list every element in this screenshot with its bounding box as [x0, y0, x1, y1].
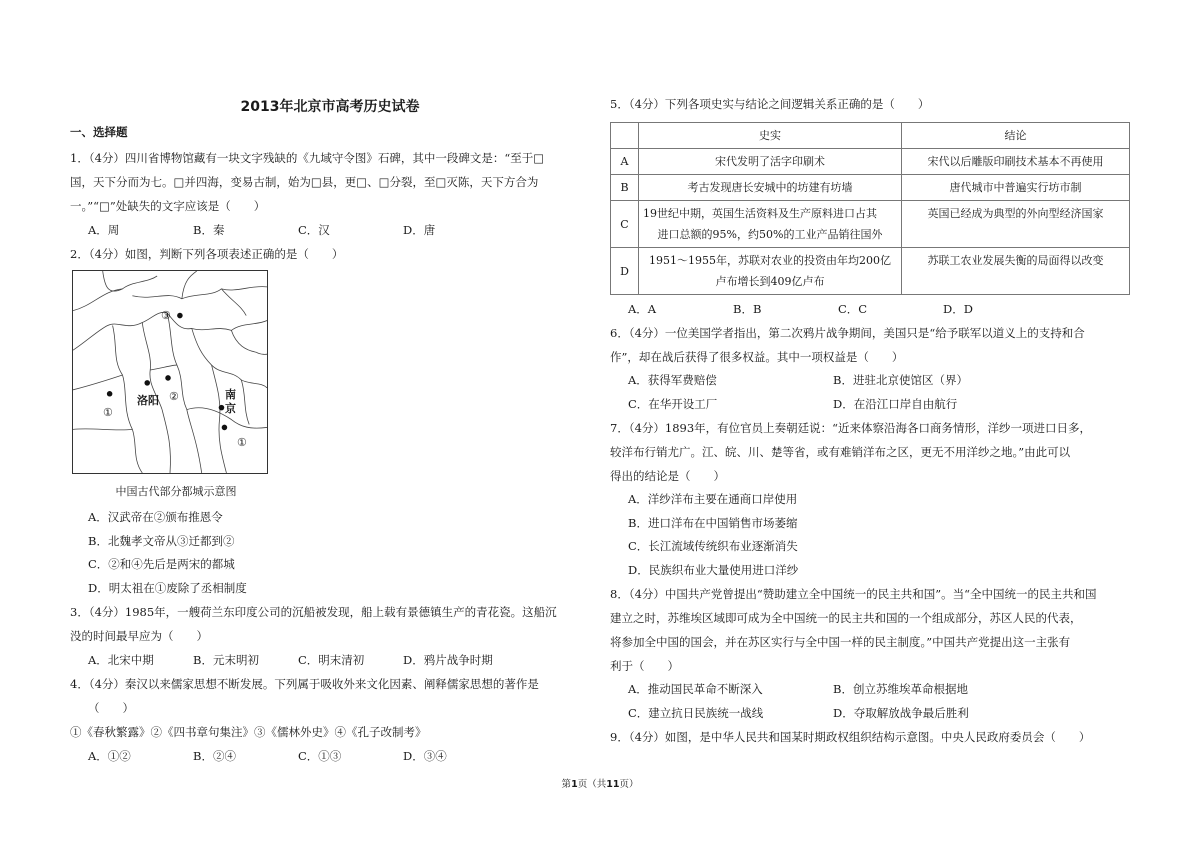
- question-4-line-1: 4．（4分）秦汉以来儒家思想不断发展。下列属于吸收外来文化因素、阐释儒家思想的著作是: [70, 677, 539, 691]
- option-c[interactable]: C．汉: [298, 223, 330, 237]
- right-column: [610, 92, 1130, 749]
- question-6: [610, 321, 1130, 416]
- map-caption: 中国古代部分都城示意图: [115, 485, 237, 498]
- option-b[interactable]: B．②④: [193, 749, 236, 763]
- option-a[interactable]: A．获得军费赔偿: [628, 373, 717, 387]
- option-b[interactable]: B．元末明初: [193, 653, 259, 667]
- question-7-line-1: 7．（4分）1893年，有位官员上奏朝廷说：“近来体察沿海各口商务情形，洋纱一项进口日多，: [610, 421, 1092, 435]
- row-fact: 考古发现唐长安城中的坊建有坊墙: [639, 175, 902, 201]
- page-footer: [0, 776, 1200, 790]
- option-b[interactable]: B．进驻北京使馆区（界）: [833, 373, 968, 387]
- map-marker-3: ③: [161, 309, 171, 322]
- question-7-option-d[interactable]: D．民族织布业大量使用进口洋纱: [628, 562, 799, 577]
- question-6-line-1: 6．（4分）一位美国学者指出，第二次鸦片战争期间，美国只是“给予联军以道义上的支持和合: [610, 326, 1085, 340]
- question-2-option-d[interactable]: D．明太祖在①废除了丞相制度: [88, 580, 247, 595]
- question-5-stem: 5．（4分）下列各项史实与结论之间逻辑关系正确的是（ ）: [610, 97, 930, 111]
- table-header-cell: 史实: [639, 123, 902, 149]
- section-heading: 一、选择题: [70, 125, 128, 139]
- table-header-cell: 结论: [902, 123, 1130, 149]
- option-d[interactable]: D．③④: [403, 749, 447, 763]
- question-9: [610, 725, 1130, 749]
- row-conclusion: 英国已经成为典型的外向型经济国家: [902, 201, 1130, 248]
- option-b[interactable]: B．B: [733, 302, 762, 316]
- question-7-option-c[interactable]: C．长江流域传统织布业逐渐消失: [628, 539, 798, 553]
- question-5-options: [610, 297, 1130, 321]
- map-marker-1: ①: [103, 406, 113, 419]
- footer-suffix: 页）: [619, 779, 639, 790]
- map-label-jing: 京: [225, 402, 236, 415]
- question-3: [70, 600, 590, 672]
- option-a[interactable]: A．A: [628, 302, 657, 316]
- question-7-line-2: 较洋布行销尤广。江、皖、川、楚等省，或有难销洋布之区，更无不用洋纱之地。”由此可以: [610, 445, 1071, 459]
- question-4-line-2: （ ）: [88, 701, 134, 715]
- question-3-line-2: 没的时间最早应为（ ）: [70, 629, 208, 643]
- question-8-options: [610, 678, 1130, 725]
- map-label-luoyang: 洛阳: [137, 394, 159, 407]
- row-key: B: [611, 175, 639, 201]
- option-c[interactable]: C．建立抗日民族统一战线: [628, 705, 764, 720]
- row-conclusion: 宋代以后雕版印刷技术基本不再使用: [902, 149, 1130, 175]
- question-1: [70, 146, 590, 242]
- ancient-capitals-map: [72, 270, 268, 474]
- question-2: [70, 242, 590, 600]
- footer-mid: 页（共: [577, 779, 607, 790]
- option-b[interactable]: B．秦: [193, 223, 225, 237]
- option-d[interactable]: D．鸦片战争时期: [403, 653, 493, 667]
- question-9-stem: 9．（4分）如图，是中华人民共和国某时期政权组织结构示意图。中央人民政府委员会（ ）: [610, 730, 1091, 744]
- footer-page-number: 1: [571, 779, 578, 790]
- row-key: A: [611, 149, 639, 175]
- question-7-option-b[interactable]: B．进口洋布在中国销售市场萎缩: [628, 515, 798, 530]
- option-a[interactable]: A．推动国民革命不断深入: [628, 682, 763, 696]
- question-4: [70, 672, 590, 768]
- option-d[interactable]: D．在沿江口岸自由航行: [833, 396, 958, 411]
- row-key: C: [611, 201, 639, 248]
- footer-prefix: 第: [561, 779, 572, 790]
- question-1-options: [70, 218, 590, 242]
- question-2-option-a[interactable]: A．汉武帝在②颁布推恩令: [88, 510, 223, 524]
- option-d[interactable]: D．夺取解放战争最后胜利: [833, 705, 969, 720]
- map-marker-2: ②: [169, 390, 179, 403]
- option-c[interactable]: C．C: [838, 302, 868, 316]
- option-a[interactable]: A．周: [88, 223, 120, 237]
- footer-total-pages: 11: [606, 779, 620, 790]
- table-row: [611, 201, 1130, 248]
- table-row: [611, 149, 1130, 175]
- option-b[interactable]: B．创立苏维埃革命根据地: [833, 682, 968, 696]
- question-2-option-c[interactable]: C．②和④先后是两宋的都城: [88, 557, 235, 571]
- table-header-row: [611, 123, 1130, 149]
- map-marker-4: ①: [237, 436, 247, 449]
- row-fact-line-1: 1951～1955年，苏联对农业的投资由年均200亿: [649, 254, 891, 267]
- option-a[interactable]: A．北宋中期: [88, 653, 154, 667]
- question-3-line-1: 3．（4分）1985年，一艘荷兰东印度公司的沉船被发现，船上载有景德镇生产的青花瓷。这船沉: [70, 605, 557, 619]
- row-fact: 宋代发明了活字印刷术: [639, 149, 902, 175]
- row-fact: [639, 248, 902, 295]
- question-8: [610, 582, 1130, 725]
- table-row: [611, 175, 1130, 201]
- row-key: D: [611, 248, 639, 295]
- table-row: [611, 248, 1130, 295]
- table-header-cell: [611, 123, 639, 149]
- question-5: [610, 92, 1130, 321]
- question-6-line-2: 作”，却在战后获得了很多权益。其中一项权益是（ ）: [610, 350, 904, 364]
- question-6-options: [610, 369, 1130, 416]
- row-fact-line-2: 卢布增长到409亿卢布: [715, 275, 825, 288]
- question-8-line-2: 建立之时，苏维埃区域即可成为全中国统一的民主共和国的一个组成部分，苏区人民的代表，: [610, 611, 1082, 625]
- question-1-line-2: 国，天下分而为七。□并四海，变易古制，始为□县，更□、□分裂，至□灭陈，天下方合为: [70, 175, 539, 189]
- row-fact-line-2: 进口总额的95%，约50%的工业产品销往国外: [657, 228, 883, 241]
- option-c[interactable]: C．明末清初: [298, 653, 365, 667]
- question-1-line-1: 1．（4分）四川省博物馆藏有一块文字残缺的《九域守令图》石碑，其中一段碑文是：“至于□: [70, 151, 545, 165]
- question-2-stem: 2．（4分）如图，判断下列各项表述正确的是（ ）: [70, 247, 344, 261]
- question-2-option-b[interactable]: B．北魏孝文帝从③迁都到②: [88, 533, 235, 548]
- row-conclusion: 苏联工农业发展失衡的局面得以改变: [902, 248, 1130, 295]
- option-d[interactable]: D．D: [943, 302, 973, 316]
- question-7-line-3: 得出的结论是（ ）: [610, 469, 725, 483]
- question-1-line-3: 一。”“□”处缺失的文字应该是（ ）: [70, 199, 266, 213]
- question-8-line-1: 8．（4分）中国共产党曾提出“赞助建立全中国统一的民主共和国”。当“全中国统一的民主共和国: [610, 587, 1097, 601]
- option-a[interactable]: A．①②: [88, 749, 131, 763]
- row-fact: [639, 201, 902, 248]
- question-7-option-a[interactable]: A．洋纱洋布主要在通商口岸使用: [628, 492, 798, 506]
- facts-conclusions-table: [610, 122, 1130, 295]
- question-8-line-3: 将参加全中国的国会，并在苏区实行与全中国一样的民主制度。”中国共产党提出这一主张有: [610, 635, 1071, 649]
- question-3-options: [70, 648, 590, 672]
- question-4-options: [70, 744, 590, 768]
- option-c[interactable]: C．在华开设工厂: [628, 396, 718, 411]
- row-conclusion: 唐代城市中普遍实行坊市制: [902, 175, 1130, 201]
- question-8-line-4: 利于（ ）: [610, 659, 679, 673]
- question-7: [610, 416, 1130, 582]
- question-4-line-3: ①《春秋繁露》②《四书章句集注》③《儒林外史》④《孔子改制考》: [70, 725, 427, 739]
- left-column: [70, 90, 590, 768]
- option-c[interactable]: C．①③: [298, 749, 342, 763]
- option-d[interactable]: D．唐: [403, 223, 436, 237]
- row-fact-line-1: 19世纪中期，英国生活资料及生产原料进口占其: [643, 207, 877, 220]
- page-title: 2013年北京市高考历史试卷: [240, 99, 420, 115]
- map-label-nan: 南: [225, 388, 236, 401]
